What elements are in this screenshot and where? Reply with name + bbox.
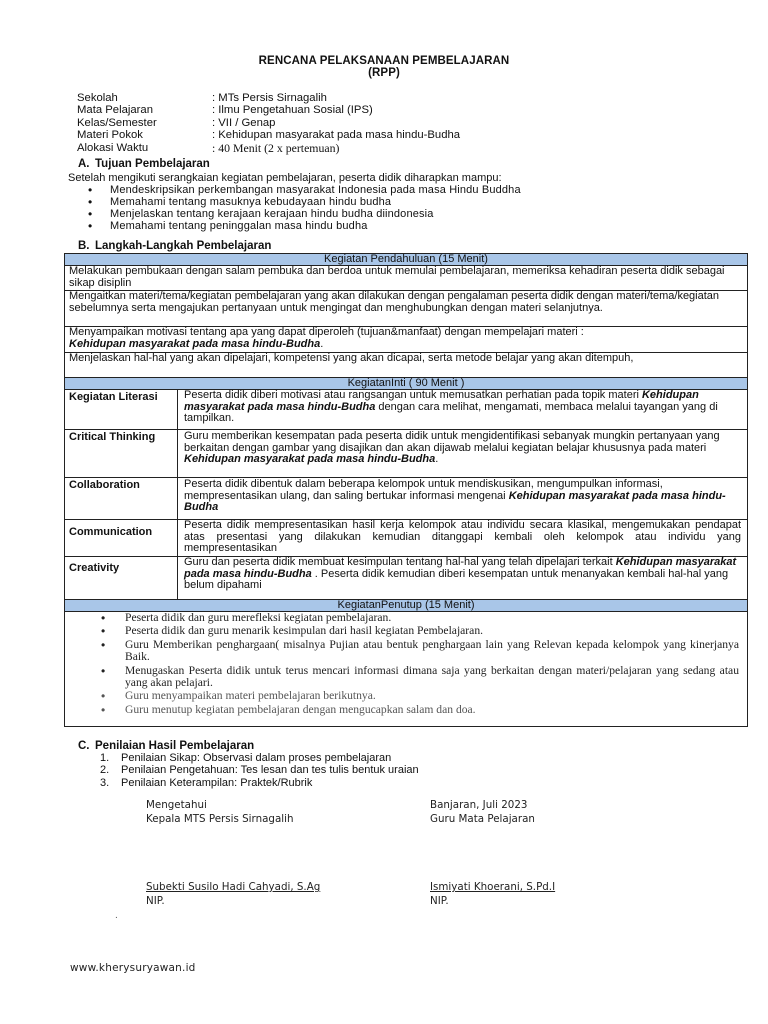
pendahuluan-row-2: Mengaitkan materi/tema/kegiatan pembelajaran yang akan dilakukan dengan pengalaman peserta didik dengan materi/tema/kegiatan sebelumnya serta mengajukan pertanyaan untuk mengingat dan menghubungkan dengan materi selanjutnya. bbox=[65, 291, 747, 327]
section-c-heading bbox=[78, 740, 254, 752]
assessment-item bbox=[100, 777, 419, 789]
assessment-item bbox=[100, 752, 419, 764]
item-number: 2. bbox=[100, 764, 110, 777]
objectives-list bbox=[88, 184, 521, 232]
literasi-text bbox=[178, 390, 747, 430]
section-title: Penilaian Hasil Pembelajaran bbox=[95, 740, 255, 752]
row-text: Guru memberikan kesempatan pada peserta didik untuk mengidentifikasi sebanyak mungkin pertanyaan yang berkaitan dengan gambar yang disajikan dan akan dijawab melalui kegiatan belajar khususnya pada materi bbox=[184, 430, 720, 454]
topic-emphasis: Kehidupan masyarakat pada masa hindu-Budha bbox=[184, 556, 737, 580]
penutup-item: • Guru menutup kegiatan pembelajaran dengan mengucapkan salam dan doa. bbox=[101, 704, 747, 716]
row-text: Guru dan peserta didik membuat kesimpulan tentang hal-hal yang telah dipelajari terkait bbox=[184, 556, 616, 568]
identity-row-materi-pokok bbox=[77, 129, 460, 141]
signature-role: Kepala MTS Persis Sirnagalih bbox=[146, 813, 294, 825]
signature-headmaster bbox=[146, 798, 321, 907]
row-text: dengan cara melihat, mengamati, membaca melalui tayangan yang di tampilkan. bbox=[184, 400, 718, 425]
signatory-name: Ismiyati Khoerani, S.Pd.I bbox=[430, 881, 556, 893]
assessment-item bbox=[100, 764, 419, 776]
collaboration-label: Collaboration bbox=[65, 478, 178, 520]
section-letter: C. bbox=[78, 740, 90, 752]
pendahuluan-row-4: Menjelaskan hal-hal yang akan dipelajari, kompetensi yang akan dicapai, serta metode belajar yang akan ditempuh, bbox=[69, 353, 634, 364]
stray-mark: . bbox=[115, 910, 118, 921]
identity-value: : VII / Genap bbox=[212, 116, 276, 129]
identity-row-kelas-semester bbox=[77, 117, 460, 129]
collaboration-text bbox=[178, 478, 747, 520]
objective-item: • Memahami tentang masuknya kebudayaan hindu budha bbox=[88, 196, 521, 208]
penutup-item: • Guru Memberikan penghargaan( misalnya Pujian atau bentuk penghargaan lain yang Relevan kepada kelompok yang kinerjanya Baik. bbox=[101, 639, 747, 664]
learning-steps-table bbox=[64, 253, 748, 727]
signatory-nip: NIP. bbox=[146, 895, 165, 907]
penutup-item: • Peserta didik dan guru merefleksi kegiatan pembelajaran. bbox=[101, 612, 747, 624]
creativity-text bbox=[178, 557, 747, 599]
identity-row-mata-pelajaran bbox=[77, 104, 460, 116]
identity-value: : 40 Menit (2 x pertemuan) bbox=[212, 140, 340, 155]
penutup-list bbox=[65, 612, 747, 717]
topic-emphasis: Kehidupan masyarakat pada masa hindu-Budha bbox=[69, 337, 321, 350]
band-label: KegiatanInti ( 90 Menit ) bbox=[347, 377, 465, 389]
identity-block bbox=[77, 92, 460, 154]
identity-label: Kelas/Semester bbox=[77, 116, 157, 129]
band-label: KegiatanPenutup (15 Menit) bbox=[337, 599, 475, 611]
objectives-intro: Setelah mengikuti serangkaian kegiatan pembelajaran, peserta didik diharapkan mampu: bbox=[68, 172, 502, 184]
pendahuluan-row-1: Melakukan pembukaan dengan salam pembuka dan berdoa untuk memulai pembelajaran, memeriksa kehadiran peserta didik sebagai sikap disiplin bbox=[65, 266, 747, 291]
item-text: Penilaian Pengetahuan: Tes lesan dan tes tulis bentuk uraian bbox=[121, 764, 419, 777]
literasi-label: Kegiatan Literasi bbox=[65, 390, 178, 430]
identity-value: : Ilmu Pengetahuan Sosial (IPS) bbox=[212, 104, 373, 117]
signature-teacher bbox=[430, 798, 556, 907]
critical-thinking-label: Critical Thinking bbox=[65, 430, 178, 478]
band-label: Kegiatan Pendahuluan (15 Menit) bbox=[324, 253, 488, 265]
item-number: 1. bbox=[100, 752, 110, 764]
document-subtitle: (RPP) bbox=[368, 67, 400, 79]
footer-website: www.kherysuryawan.id bbox=[70, 962, 196, 974]
section-letter: A. bbox=[78, 158, 90, 170]
pendahuluan-row-3 bbox=[65, 327, 747, 353]
item-number: 3. bbox=[100, 776, 110, 789]
topic-emphasis: Kehidupan masyarakat pada masa hindu-Budha bbox=[184, 489, 726, 514]
penutup-item: • Peserta didik dan guru menarik kesimpulan dari hasil kegiatan Pembelajaran. bbox=[101, 625, 747, 637]
objective-item: • Menjelaskan tentang kerajaan kerajaan hindu budha diindonesia bbox=[88, 208, 521, 220]
row-text: Menyampaikan motivasi tentang apa yang dapat diperoleh (tujuan&manfaat) dengan mempelajari materi : bbox=[69, 327, 584, 338]
identity-label: Sekolah bbox=[77, 92, 118, 104]
item-text: Penilaian Keterampilan: Praktek/Rubrik bbox=[121, 776, 313, 789]
objective-item: • Memahami tentang peninggalan masa hindu budha bbox=[88, 220, 521, 232]
signature-line: Mengetahui bbox=[146, 799, 207, 811]
pendahuluan-header bbox=[65, 253, 747, 266]
topic-emphasis: Kehidupan masyarakat pada masa hindu-Budha bbox=[184, 453, 436, 466]
identity-value: : MTs Persis Sirnagalih bbox=[212, 92, 327, 104]
row-text: . Peserta didik kemudian diberi kesempatan untuk menanyakan kembali hal-hal yang belum dipahami bbox=[184, 567, 729, 592]
section-title: Tujuan Pembelajaran bbox=[95, 158, 210, 170]
topic-emphasis: Kehidupan masyarakat pada masa hindu-Budha bbox=[184, 389, 699, 413]
identity-row-sekolah bbox=[77, 92, 460, 104]
row-text: . bbox=[320, 337, 324, 350]
identity-label: Alokasi Waktu bbox=[77, 141, 149, 154]
assessment-list bbox=[100, 752, 419, 789]
identity-label: Materi Pokok bbox=[77, 129, 143, 142]
signature-role: Guru Mata Pelajaran bbox=[430, 813, 535, 825]
section-title: Langkah-Langkah Pembelajaran bbox=[95, 240, 272, 252]
row-text: Peserta didik dibentuk dalam beberapa kelompok untuk mendiskusikan, mengumpulkan informasi, mempresentasikan ulang, dan saling bertukar informasi mengenai bbox=[184, 478, 663, 502]
document-title: RENCANA PELAKSANAAN PEMBELAJARAN bbox=[258, 55, 510, 67]
signature-place-date: Banjaran, Juli 2023 bbox=[430, 799, 528, 811]
signatory-name: Subekti Susilo Hadi Cahyadi, S.Ag bbox=[146, 881, 321, 893]
penutup-item: • Menugaskan Peserta didik untuk terus mencari informasi dimana saja yang berkaitan dengan materi/pelajaran yang sedang atau yang akan pelajari. bbox=[101, 665, 747, 690]
identity-row-alokasi-waktu bbox=[77, 142, 460, 154]
critical-thinking-text bbox=[178, 430, 747, 478]
communication-text: Peserta didik mempresentasikan hasil kerja kelompok atau individu secara klasikal, mengemukakan pendapat atas presentasi yang dilakukan kemudian ditanggapi kembali oleh kelompok atau individu yang mempresentasikan bbox=[178, 520, 747, 557]
identity-value: : Kehidupan masyarakat pada masa hindu-Budha bbox=[212, 129, 461, 142]
row-text: Peserta didik diberi motivasi atau rangsangan untuk memusatkan perhatian pada topik materi bbox=[184, 389, 642, 401]
identity-label: Mata Pelajaran bbox=[77, 104, 153, 117]
section-a-heading bbox=[78, 158, 210, 170]
communication-label: Communication bbox=[65, 520, 178, 557]
item-text: Penilaian Sikap: Observasi dalam proses pembelajaran bbox=[121, 752, 392, 764]
penutup-item: • Guru menyampaikan materi pembelajaran berikutnya. bbox=[101, 690, 747, 702]
row-text: . bbox=[435, 453, 439, 466]
section-b-heading bbox=[78, 240, 271, 252]
creativity-label: Creativity bbox=[65, 557, 178, 599]
objective-item: • Mendeskripsikan perkembangan masyarakat Indonesia pada masa Hindu Buddha bbox=[88, 184, 521, 196]
section-letter: B. bbox=[78, 240, 90, 252]
signatory-nip: NIP. bbox=[430, 895, 449, 907]
